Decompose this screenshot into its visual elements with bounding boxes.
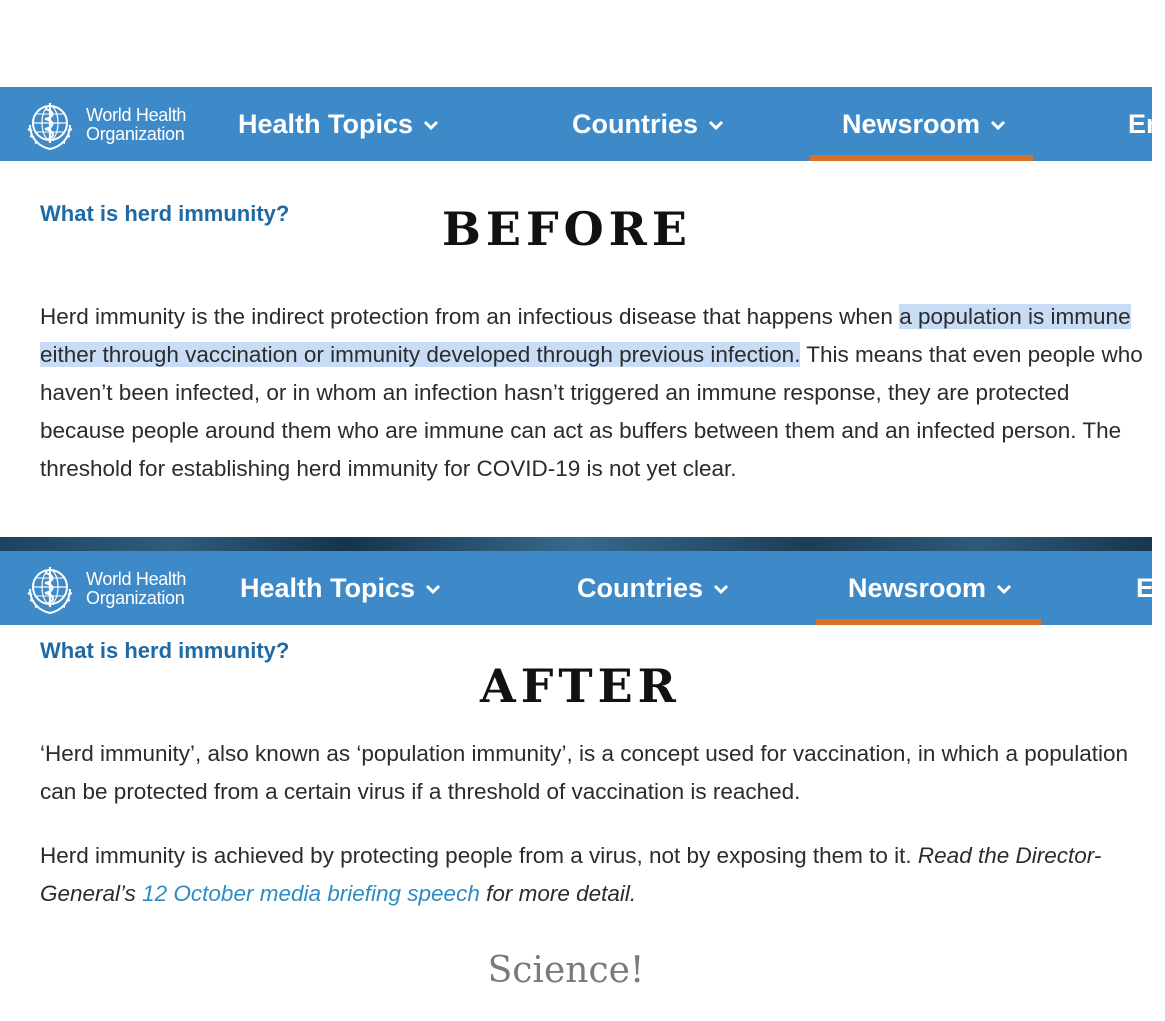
before-text-a: Herd immunity is the indirect protection from an infectious disease that happens when [40, 304, 900, 329]
logo-line-1: World Health [86, 569, 187, 589]
nav-newsroom[interactable] [842, 87, 1006, 161]
chevron-down-icon [713, 583, 729, 595]
after-paragraph-1: ‘Herd immunity’, also known as ‘population immunity’, is a concept used for vaccination, in which a population can be protected from a certain virus if a threshold of vaccination is reached. [40, 741, 1129, 804]
chevron-down-icon [708, 119, 724, 131]
after-p2-italic-a: Read the Director-General’s [40, 843, 1102, 906]
logo-line-2: Organization [86, 588, 185, 608]
before-highlighted-text: a population is immune either through vaccination or immunity developed through previous infection. [40, 304, 1131, 367]
nav-health-topics-label: Health Topics [240, 572, 416, 603]
nav-active-indicator [816, 619, 1041, 625]
media-briefing-link[interactable]: 12 October media briefing speech [142, 881, 480, 906]
chevron-down-icon [423, 119, 439, 131]
who-logo-text [86, 570, 186, 608]
nav-emergencies-label: Er [1136, 572, 1165, 603]
nav-active-indicator [810, 155, 1033, 161]
logo-line-1: World Health [86, 105, 187, 125]
after-label: AFTER [480, 659, 681, 713]
nav-countries-label: Countries [577, 572, 704, 603]
nav-emergencies-label: Er [1128, 108, 1157, 139]
nav-health-topics[interactable] [240, 551, 441, 625]
chevron-down-icon [996, 583, 1012, 595]
nav-newsroom-label: Newsroom [842, 108, 981, 139]
nav-countries[interactable] [577, 551, 729, 625]
after-heading: What is herd immunity? [40, 638, 290, 663]
nav-emergencies-cut[interactable] [1136, 551, 1165, 625]
nav-newsroom-label: Newsroom [848, 572, 987, 603]
nav-countries-label: Countries [572, 108, 699, 139]
who-emblem-icon [22, 97, 78, 153]
who-emblem-icon [22, 561, 78, 617]
who-logo[interactable] [22, 563, 186, 615]
who-logo[interactable] [22, 99, 186, 151]
after-p2-text: Herd immunity is achieved by protecting people from a virus, not by exposing them to it. [40, 843, 918, 868]
before-paragraph [40, 298, 1150, 488]
banner-strip [0, 537, 1152, 551]
nav-health-topics[interactable] [238, 87, 439, 161]
who-navbar-before [0, 87, 1157, 161]
before-heading: What is herd immunity? [40, 201, 290, 226]
nav-health-topics-label: Health Topics [238, 108, 414, 139]
caption-text: Science! [487, 950, 645, 991]
after-p2-italic-b: for more detail. [479, 881, 637, 906]
nav-countries[interactable] [572, 87, 724, 161]
who-logo-text [86, 106, 186, 144]
nav-emergencies-cut[interactable] [1128, 87, 1157, 161]
logo-line-2: Organization [86, 124, 185, 144]
after-paragraph-2 [40, 837, 1150, 913]
nav-newsroom[interactable] [848, 551, 1012, 625]
chevron-down-icon [990, 119, 1006, 131]
before-label: BEFORE [442, 202, 692, 256]
who-navbar-after [0, 551, 1165, 625]
before-text-b: This means that even people who haven’t been infected, or in whom an infection hasn’t triggered an immune response, they are protected because people around them who are immune can act as buffers between them and an infected person. The threshold for establishing herd immunity for COVID-19 is not yet clear. [40, 342, 1143, 481]
chevron-down-icon [425, 583, 441, 595]
